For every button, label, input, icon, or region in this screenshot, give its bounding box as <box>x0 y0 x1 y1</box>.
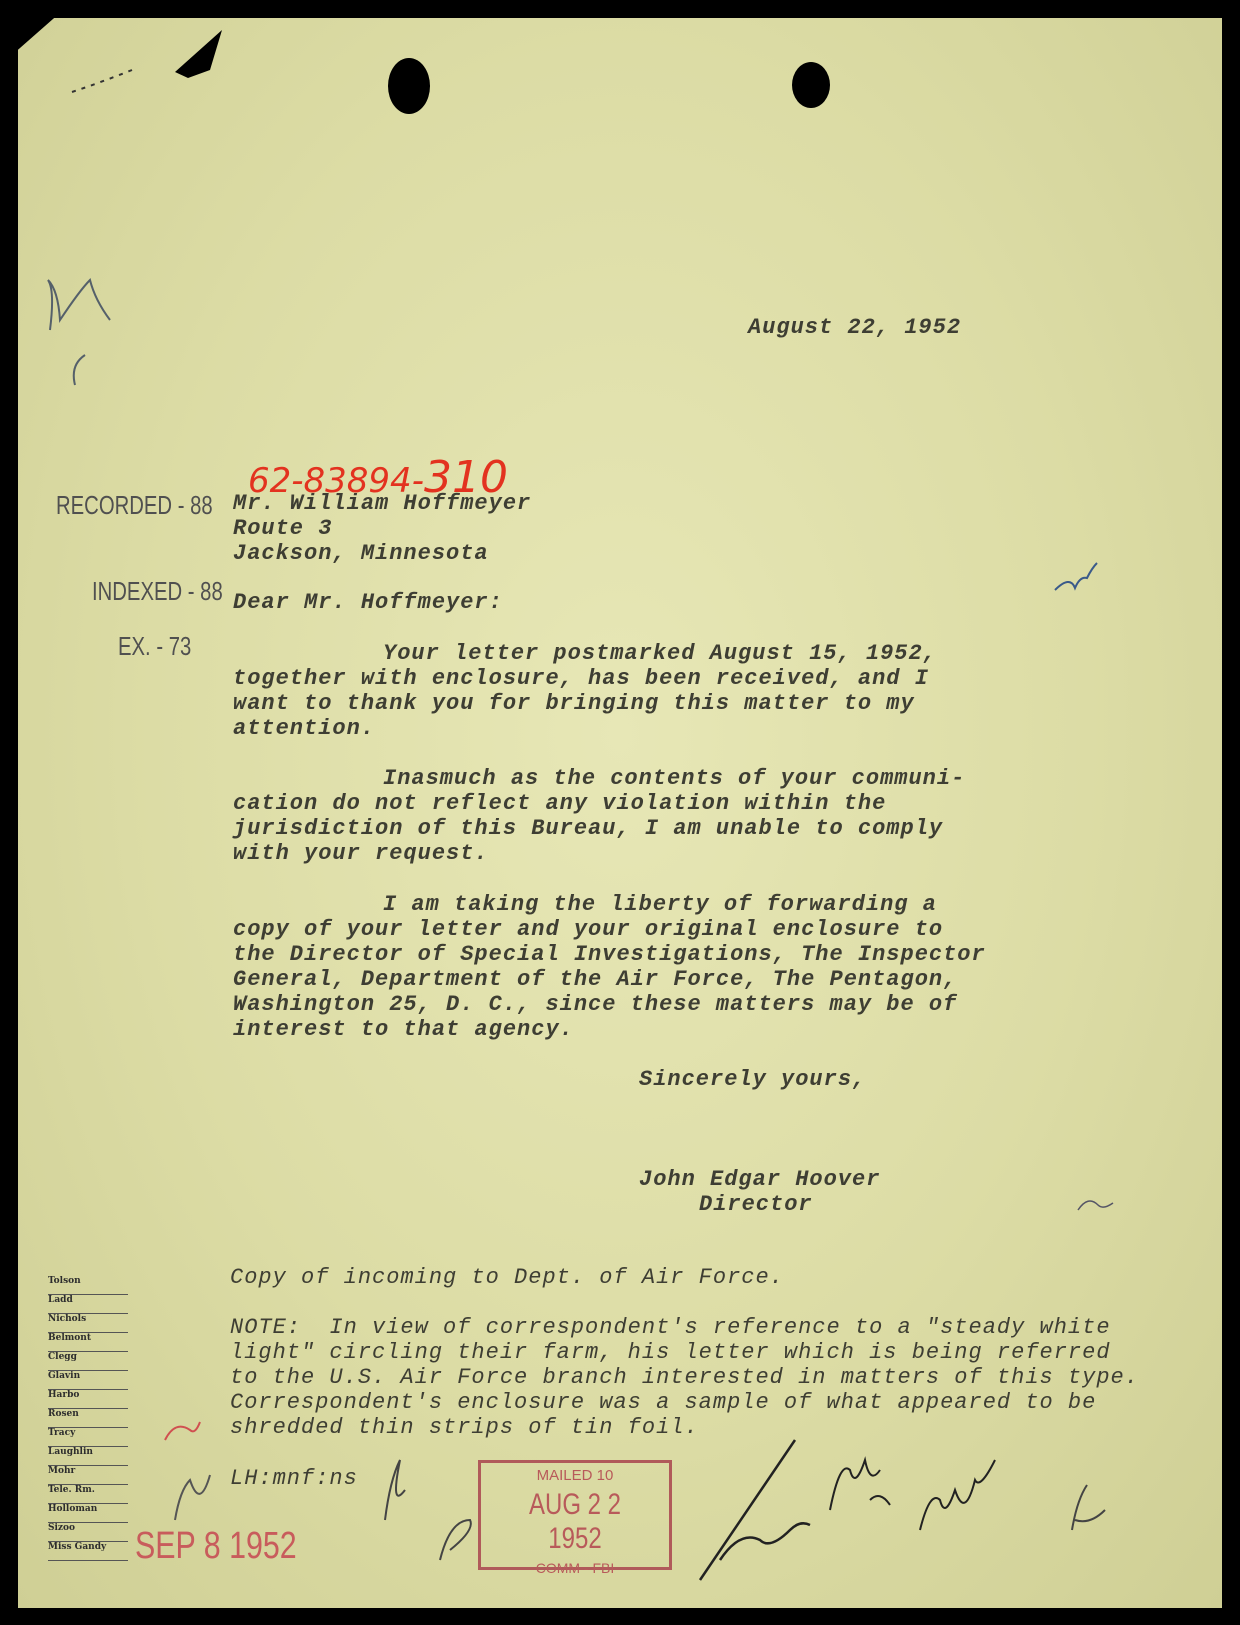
recorded-stamp: RECORDED - 88 <box>56 490 213 520</box>
mailed-stamp <box>478 1460 672 1576</box>
routing-item: Holloman <box>48 1504 128 1523</box>
addressee-city: Jackson, Minnesota <box>233 541 489 566</box>
internal-note: NOTE: In view of correspondent's reference to a "steady white light" circling their farm, his letter which is being referred to the U.S. Air Force branch interested in matters of this type. Correspondent's enclosure was a sample of what appeared to be shredded thin strips of tin foil. <box>230 1315 1139 1440</box>
routing-item: Tele. Rm. <box>48 1485 128 1504</box>
routing-item: Tracy <box>48 1428 128 1447</box>
signer-title: Director <box>699 1192 813 1217</box>
letter-date: August 22, 1952 <box>748 315 962 340</box>
routing-item: Ladd <box>48 1295 128 1314</box>
copy-note: Copy of incoming to Dept. of Air Force. <box>230 1265 784 1290</box>
routing-item: Mohr <box>48 1466 128 1485</box>
routing-item: Harbo <box>48 1390 128 1409</box>
body-paragraph-1: Your letter postmarked August 15, 1952, together with enclosure, has been received, and I want to thank you for bringing this matter to my attention. <box>233 641 937 741</box>
addressee-street: Route 3 <box>233 516 333 541</box>
body-paragraph-2: Inasmuch as the contents of your communi- cation do not reflect any violation within the jurisdiction of this Bureau, I am unable to comply with your request. <box>233 766 966 866</box>
routing-item: Glavin <box>48 1371 128 1390</box>
salutation: Dear Mr. Hoffmeyer: <box>233 590 503 615</box>
addressee-name: Mr. William Hoffmeyer <box>233 491 532 516</box>
file-serial: 310 <box>423 452 508 503</box>
mailed-stamp-bottom: COMM - FBI <box>535 1560 615 1576</box>
mailed-stamp-date: AUG 2 2 1952 <box>528 1488 622 1555</box>
ex-stamp: EX. - 73 <box>118 631 192 661</box>
routing-item: Clegg <box>48 1352 128 1371</box>
received-date-stamp: SEP 8 1952 <box>135 1525 297 1567</box>
signer-name: John Edgar Hoover <box>639 1167 881 1192</box>
routing-item: Nichols <box>48 1314 128 1333</box>
routing-item: Sizoo <box>48 1523 128 1542</box>
typist-initials: LH:mnf:ns <box>230 1466 358 1491</box>
routing-item: Belmont <box>48 1333 128 1352</box>
body-paragraph-3: I am taking the liberty of forwarding a copy of your letter and your original enclosure to the Director of Special Investigations, The Inspector General, Department of the Air Force, The Pentagon, Washington 25, D. C., since these matters may be of interest to that agency. <box>233 892 986 1042</box>
routing-item: Rosen <box>48 1409 128 1428</box>
mailed-stamp-top: MAILED 10 <box>536 1467 614 1484</box>
routing-item: Laughlin <box>48 1447 128 1466</box>
closing: Sincerely yours, <box>639 1067 867 1092</box>
file-number-prefix: 62-83894- <box>248 461 424 501</box>
routing-list <box>48 1276 128 1561</box>
indexed-stamp: INDEXED - 88 <box>92 576 223 606</box>
routing-item: Tolson <box>48 1276 128 1295</box>
routing-item: Miss Gandy <box>48 1542 128 1561</box>
